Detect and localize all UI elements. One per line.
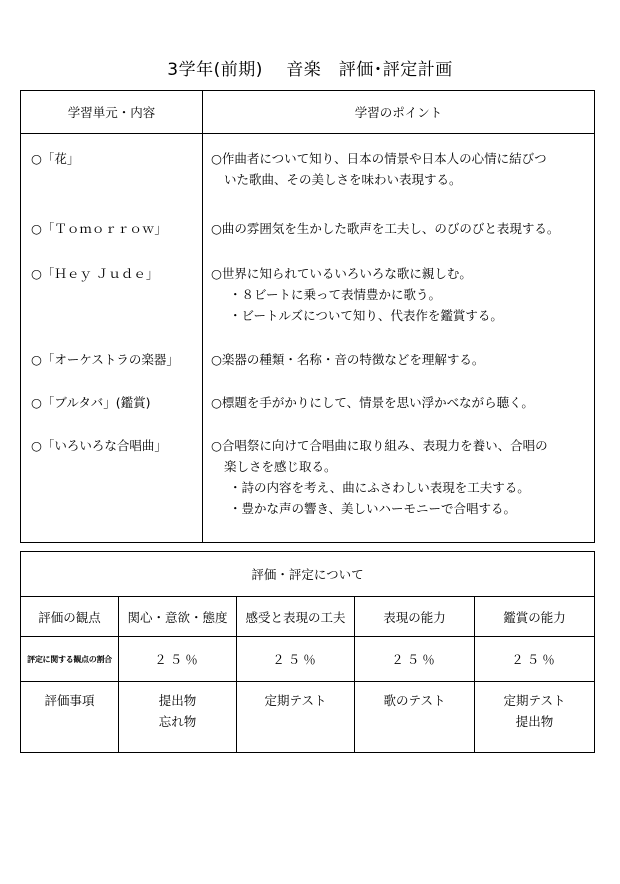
items-line: 提出物 bbox=[158, 693, 197, 708]
items-line: 定期テスト bbox=[264, 693, 327, 708]
items-line: 歌のテスト bbox=[383, 693, 446, 708]
items-line: 定期テスト bbox=[503, 693, 566, 708]
point-line: ・詩の内容を考え、曲にふさわしい表現を工夫する。 bbox=[229, 480, 530, 495]
unit-item: ○「花」 bbox=[31, 151, 80, 166]
items-line: 提出物 bbox=[515, 714, 554, 729]
ratio-cell: ２５％ bbox=[119, 637, 237, 682]
point-line: ○曲の雰囲気を生かした歌声を工夫し、のびのびと表現する。 bbox=[211, 221, 560, 236]
point-line: ○楽器の種類・名称・音の特徴などを理解する。 bbox=[211, 352, 485, 367]
points-header: 学習のポイント bbox=[203, 91, 595, 134]
items-row-header: 評価事項 bbox=[21, 682, 119, 753]
point-line: ○作曲者について知り、日本の情景や日本人の心情に結びつ bbox=[211, 151, 547, 166]
plan-table bbox=[20, 90, 595, 543]
point-line: ・ビートルズについて知り、代表作を鑑賞する。 bbox=[229, 308, 503, 323]
unit-item: ○「Ｔｏｍｏｒｒｏｗ」 bbox=[31, 221, 167, 236]
ratio-row-header: 評定に関する観点の割合 bbox=[21, 637, 119, 682]
items-cell bbox=[475, 682, 595, 753]
point-line: ・８ビートに乗って表情豊かに歌う。 bbox=[229, 287, 442, 302]
point-line: ○標題を手がかりにして、情景を思い浮かべながら聴く。 bbox=[211, 395, 534, 410]
items-line: 忘れ物 bbox=[158, 714, 197, 729]
ratio-cell: ２５％ bbox=[475, 637, 595, 682]
unit-item: ○「オーケストラの楽器」 bbox=[31, 352, 179, 367]
items-cell bbox=[355, 682, 475, 753]
point-line: ○合唱祭に向けて合唱曲に取り組み、表現力を養い、合唱の bbox=[211, 438, 548, 453]
unit-column bbox=[21, 134, 203, 543]
viewpoint-cell: 鑑賞の能力 bbox=[475, 597, 595, 637]
viewpoints-row-header: 評価の観点 bbox=[21, 597, 119, 637]
point-line: ・豊かな声の響き、美しいハーモニーで合唱する。 bbox=[229, 501, 517, 516]
ratio-cell: ２５％ bbox=[237, 637, 355, 682]
ratio-cell: ２５％ bbox=[355, 637, 475, 682]
point-line: いた歌曲、その美しさを味わい表現する。 bbox=[224, 172, 462, 187]
items-cell bbox=[119, 682, 237, 753]
viewpoint-cell: 感受と表現の工夫 bbox=[237, 597, 355, 637]
evaluation-caption: 評価・評定について bbox=[21, 552, 595, 597]
points-column bbox=[203, 134, 595, 543]
viewpoint-cell: 関心・意欲・態度 bbox=[119, 597, 237, 637]
unit-item: ○「ブルタバ」(鑑賞) bbox=[31, 395, 151, 410]
point-line: ○世界に知られているいろいろな歌に親しむ。 bbox=[211, 266, 472, 281]
unit-item: ○「いろいろな合唱曲」 bbox=[31, 438, 167, 453]
point-line: 楽しさを感じ取る。 bbox=[224, 459, 337, 474]
evaluation-table bbox=[20, 551, 595, 753]
unit-item: ○「Ｈｅｙ Ｊｕｄｅ」 bbox=[31, 266, 159, 281]
page-title: 3学年(前期) 音楽 評価･評定計画 bbox=[167, 60, 453, 80]
items-cell bbox=[237, 682, 355, 753]
unit-header: 学習単元・内容 bbox=[21, 91, 203, 134]
viewpoint-cell: 表現の能力 bbox=[355, 597, 475, 637]
